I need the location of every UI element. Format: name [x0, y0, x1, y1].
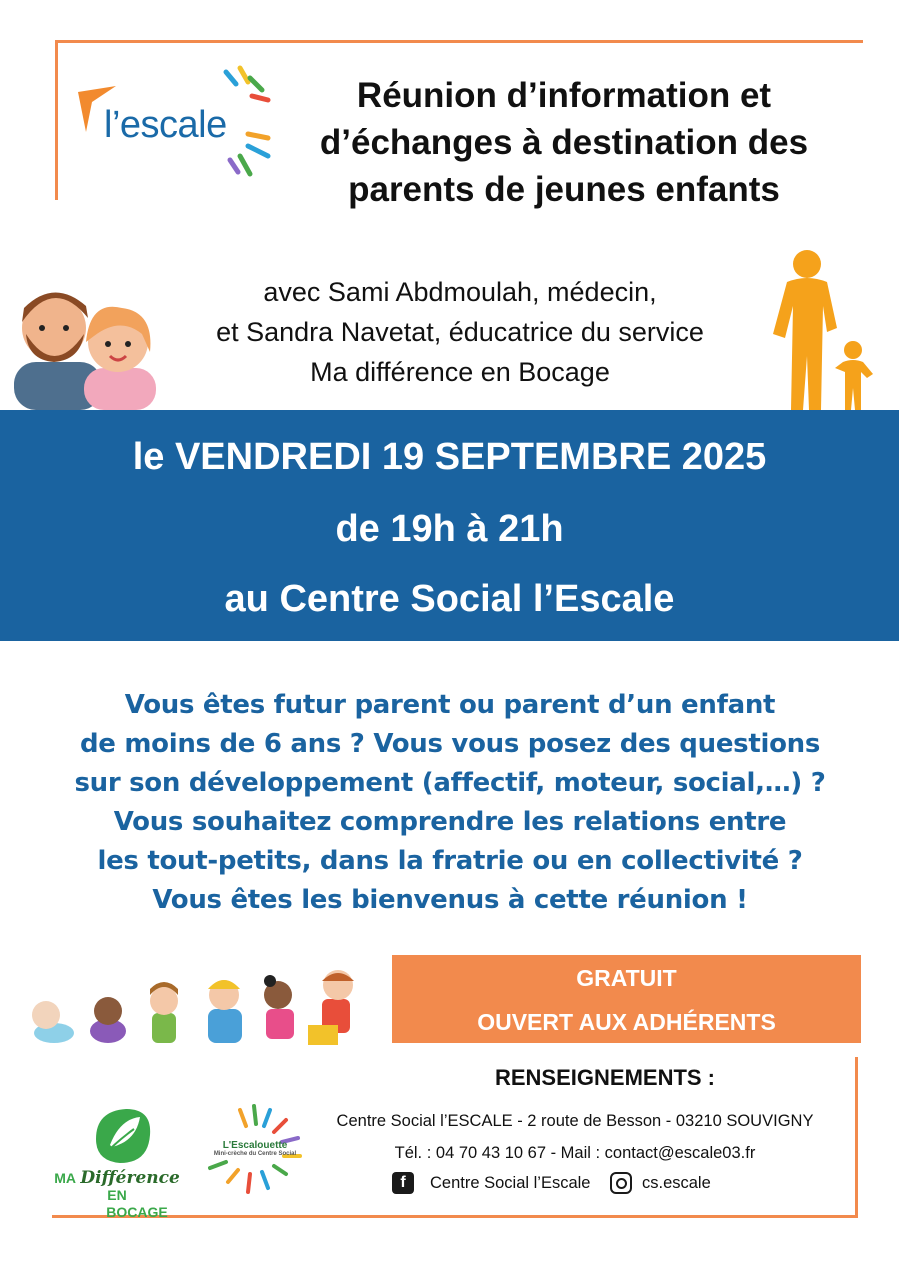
question-line-5: les tout-petits, dans la fratrie ou en collectivité ?: [97, 846, 803, 876]
members-label: OUVERT AUX ADHÉRENTS: [477, 1009, 776, 1035]
facebook-link[interactable]: [392, 1172, 592, 1198]
escalouette-subtitle: Mini-crèche du Centre Social: [213, 1151, 297, 1157]
right-frame-line: [855, 1057, 858, 1217]
question-line-3: sur son développement (affectif, moteur, social,…) ?: [74, 768, 826, 798]
title-line-3: parents de jeunes enfants: [348, 170, 780, 209]
mdb-word-bocage: BOCAGE: [106, 1204, 168, 1220]
event-place: au Centre Social l’Escale: [224, 578, 675, 620]
info-title: RENSEIGNEMENTS :: [494, 1065, 716, 1090]
instagram-icon: [610, 1172, 632, 1194]
facebook-icon: f: [392, 1172, 414, 1194]
question-line-1: Vous êtes futur parent ou parent d’un enfant: [124, 690, 776, 720]
question-line-6: Vous êtes les bienvenus à cette réunion !: [152, 885, 748, 915]
page-title: [290, 72, 838, 213]
ma-difference-logo-text: [52, 1170, 182, 1221]
instagram-link[interactable]: [610, 1172, 720, 1198]
info-contact: Tél. : 04 70 43 10 67 - Mail : contact@escale03.fr: [394, 1144, 756, 1162]
ma-difference-en-bocage-logo: [90, 1105, 156, 1167]
mdb-word-ma: MA: [54, 1170, 76, 1186]
escalouette-logo-text: [200, 1140, 310, 1157]
questions-text: [40, 686, 860, 920]
left-frame-line: [55, 40, 58, 200]
free-admission-box: [392, 955, 861, 1043]
instagram-label: cs.escale: [642, 1174, 711, 1192]
speakers-line-3: Ma différence en Bocage: [310, 357, 610, 387]
father-child-silhouette: [765, 248, 885, 410]
event-time: de 19h à 21h: [335, 508, 564, 550]
top-frame-line: [55, 40, 863, 43]
question-line-2: de moins de 6 ans ? Vous vous posez des questions: [79, 729, 821, 759]
speakers-line-1: avec Sami Abdmoulah, médecin,: [263, 277, 657, 307]
children-illustration: [28, 965, 368, 1049]
title-line-1: Réunion d’information et: [356, 76, 772, 115]
event-banner: [0, 410, 899, 641]
escalouette-title: L'Escalouette: [222, 1140, 288, 1151]
event-date: le VENDREDI 19 SEPTEMBRE 2025: [132, 436, 767, 478]
speakers-text: [150, 272, 770, 392]
parents-illustration: [10, 282, 160, 410]
escale-logo-text: l’escale: [104, 104, 227, 146]
free-label: GRATUIT: [576, 965, 677, 991]
speakers-line-2: et Sandra Navetat, éducatrice du service: [216, 317, 704, 347]
question-line-4: Vous souhaitez comprendre les relations entre: [113, 807, 787, 837]
info-address: Centre Social l’ESCALE - 2 route de Besson - 03210 SOUVIGNY: [336, 1112, 814, 1130]
mdb-word-en: EN: [107, 1187, 127, 1203]
mdb-word-difference: Différence: [80, 1168, 180, 1188]
title-line-2: d’échanges à destination des: [319, 123, 809, 162]
facebook-label: Centre Social l’Escale: [430, 1174, 591, 1192]
